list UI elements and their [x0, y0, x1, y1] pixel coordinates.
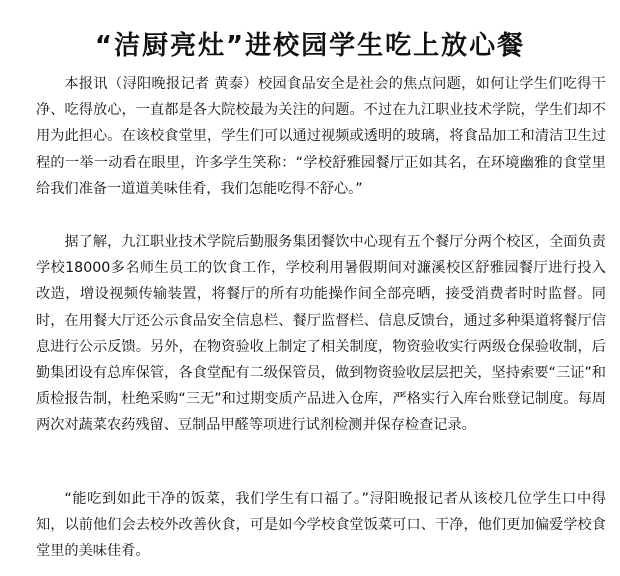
article-paragraph-2: 据了解，九江职业技术学院后勤服务集团餐饮中心现有五个餐厅分两个校区，全面负责学校18000多名师生员工的饮食工作，学校利用暑假期间对濂溪校区舒雅园餐厅进行投入改造，增设视频传输装置，将餐厅的所有功能操作间全部亮晒，接受消费者时时监督。同时，在用餐大厅还公示食品安全信息栏、餐厅监督栏、信息反馈台，通过多种渠道将餐厅信息进行公示反馈。另外，在物资验收上制定了相关制度，物资验收实行两级仓保验收制，后勤集团设有总库保管，各食堂配有二级保管员，做到物资验收层层把关，坚持索要“三证”和质检报告制，杜绝采购“三无”和过期变质产品进入仓库，严格实行入库台账登记制度。每周两次对蔬菜农药残留、豆制品甲醛等项进行试剂检测并保存检查记录。	[36, 234, 606, 434]
article-paragraph-3: “能吃到如此干净的饭菜，我们学生有口福了。”浔阳晚报记者从该校几位学生口中得知，以前他们会去校外改善伙食，可是如今学校食堂饭菜可口、干净，他们更加偏爱学校食堂里的美味佳肴。	[36, 491, 606, 560]
article-headline: “洁厨亮灶”进校园学生吃上放心餐	[94, 31, 526, 62]
article-paragraph-1: 本报讯（浔阳晚报记者 黄泰）校园食品安全是社会的焦点问题，如何让学生们吃得干净、吃得放心，一直都是各大院校最为关注的问题。不过在九江职业技术学院，学生们却不用为此担心。在该校食堂里，学生们可以通过视频或透明的玻璃，将食品加工和清洁卫生过程的一举一动看在眼里，许多学生笑称：“学校舒雅园餐厅正如其名，在环境幽雅的食堂里给我们准备一道道美味佳肴，我们怎能吃得不舒心。”	[36, 76, 606, 197]
